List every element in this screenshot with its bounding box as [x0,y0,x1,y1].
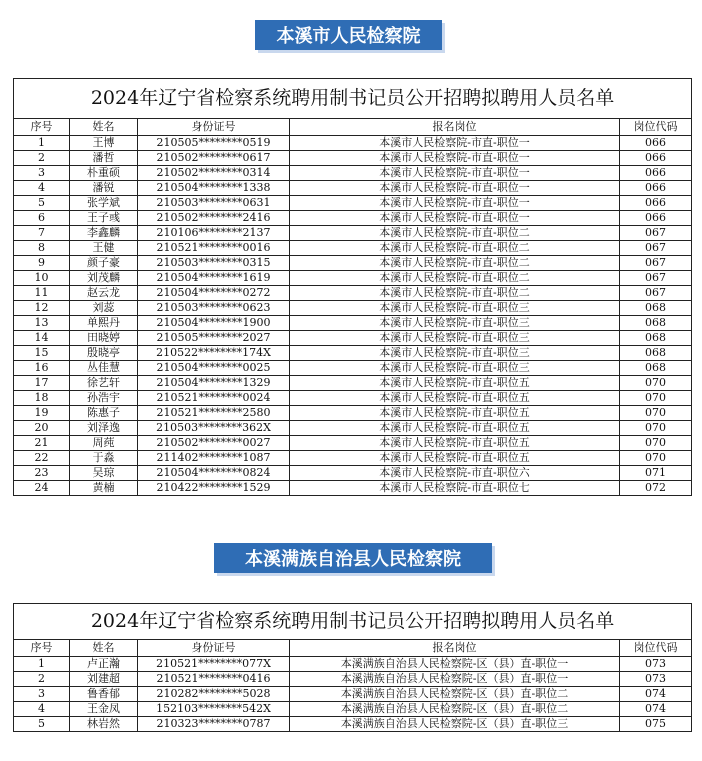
table-row [14,346,692,361]
cell-position: 本溪市人民检察院-市直-职位七 [290,481,620,496]
cell-position-code: 070 [620,436,692,451]
table-row [14,256,692,271]
table-row [14,196,692,211]
cell-id-number: 210502********2416 [138,211,290,226]
cell-id-number: 210503********0315 [138,256,290,271]
cell-serial: 17 [14,376,70,391]
table-row [14,136,692,151]
hiring-list-table-1 [13,78,692,496]
cell-id-number: 210503********0631 [138,196,290,211]
cell-position-code: 075 [620,717,692,732]
cell-position-code: 073 [620,657,692,672]
cell-position: 本溪市人民检察院-市直-职位五 [290,376,620,391]
cell-id-number: 210505********0519 [138,136,290,151]
table-row [14,391,692,406]
cell-id-number: 210422********1529 [138,481,290,496]
cell-name: 潘哲 [70,151,138,166]
cell-id-number: 210503********0623 [138,301,290,316]
cell-position: 本溪市人民检察院-市直-职位二 [290,256,620,271]
cell-id-number: 210504********1900 [138,316,290,331]
cell-position-code: 067 [620,226,692,241]
cell-name: 颜子豪 [70,256,138,271]
cell-serial: 4 [14,181,70,196]
header-id-number: 身份证号 [138,119,290,136]
cell-position-code: 073 [620,672,692,687]
cell-id-number: 210504********0824 [138,466,290,481]
cell-id-number: 210323********0787 [138,717,290,732]
table-row [14,211,692,226]
cell-position: 本溪市人民检察院-市直-职位一 [290,196,620,211]
table-row [14,181,692,196]
cell-position-code: 070 [620,421,692,436]
cell-id-number: 152103********542X [138,702,290,717]
cell-position: 本溪市人民检察院-市直-职位一 [290,181,620,196]
cell-id-number: 210106********2137 [138,226,290,241]
cell-position: 本溪市人民检察院-市直-职位一 [290,166,620,181]
cell-id-number: 211402********1087 [138,451,290,466]
cell-name: 张学斌 [70,196,138,211]
cell-position-code: 066 [620,166,692,181]
cell-position: 本溪市人民检察院-市直-职位一 [290,211,620,226]
table-1-body [14,79,692,496]
cell-position-code: 070 [620,391,692,406]
cell-id-number: 210522********174X [138,346,290,361]
cell-position-code: 074 [620,702,692,717]
cell-position: 本溪市人民检察院-市直-职位三 [290,301,620,316]
cell-position: 本溪满族自治县人民检察院-区（县）直-职位一 [290,657,620,672]
cell-position-code: 067 [620,271,692,286]
cell-serial: 18 [14,391,70,406]
cell-name: 卢正瀚 [70,657,138,672]
cell-name: 于淼 [70,451,138,466]
cell-position-code: 068 [620,346,692,361]
cell-position: 本溪市人民检察院-市直-职位三 [290,316,620,331]
cell-name: 吴琼 [70,466,138,481]
table-row [14,406,692,421]
section1-banner: 本溪市人民检察院 [255,20,442,50]
cell-name: 鲁香郁 [70,687,138,702]
cell-name: 田晓婷 [70,331,138,346]
cell-position: 本溪满族自治县人民检察院-区（县）直-职位二 [290,702,620,717]
cell-position: 本溪市人民检察院-市直-职位三 [290,331,620,346]
cell-serial: 1 [14,657,70,672]
cell-position-code: 070 [620,451,692,466]
cell-position: 本溪市人民检察院-市直-职位一 [290,136,620,151]
cell-position: 本溪市人民检察院-市直-职位五 [290,391,620,406]
cell-serial: 5 [14,196,70,211]
cell-serial: 13 [14,316,70,331]
table-row [14,657,692,672]
cell-name: 刘茂麟 [70,271,138,286]
header-position-code: 岗位代码 [620,119,692,136]
cell-id-number: 210504********0025 [138,361,290,376]
cell-id-number: 210504********1329 [138,376,290,391]
table-row [14,151,692,166]
header-serial: 序号 [14,119,70,136]
cell-name: 赵云龙 [70,286,138,301]
cell-name: 刘建超 [70,672,138,687]
cell-position: 本溪满族自治县人民检察院-区（县）直-职位一 [290,672,620,687]
cell-name: 周莼 [70,436,138,451]
cell-id-number: 210502********0027 [138,436,290,451]
cell-id-number: 210502********0617 [138,151,290,166]
cell-position: 本溪市人民检察院-市直-职位五 [290,406,620,421]
cell-id-number: 210282********5028 [138,687,290,702]
table-row [14,672,692,687]
cell-id-number: 210502********0314 [138,166,290,181]
table-row [14,286,692,301]
table-title: 2024年辽宁省检察系统聘用制书记员公开招聘拟聘用人员名单 [14,604,692,640]
cell-name: 王健 [70,241,138,256]
table-row [14,702,692,717]
cell-name: 林岩然 [70,717,138,732]
cell-name: 朴重硕 [70,166,138,181]
cell-position-code: 068 [620,301,692,316]
cell-position-code: 070 [620,376,692,391]
cell-serial: 2 [14,151,70,166]
cell-name: 丛佳慧 [70,361,138,376]
cell-name: 李鑫麟 [70,226,138,241]
cell-position-code: 068 [620,361,692,376]
table-row [14,301,692,316]
cell-id-number: 210521********0016 [138,241,290,256]
cell-position-code: 070 [620,406,692,421]
cell-position-code: 066 [620,211,692,226]
cell-position: 本溪市人民检察院-市直-职位二 [290,271,620,286]
cell-id-number: 210503********362X [138,421,290,436]
cell-position-code: 067 [620,256,692,271]
cell-serial: 8 [14,241,70,256]
table-row [14,331,692,346]
table-row [14,241,692,256]
cell-id-number: 210521********0416 [138,672,290,687]
cell-serial: 21 [14,436,70,451]
cell-id-number: 210504********1619 [138,271,290,286]
cell-id-number: 210504********1338 [138,181,290,196]
cell-serial: 6 [14,211,70,226]
table-row [14,316,692,331]
cell-position: 本溪市人民检察院-市直-职位六 [290,466,620,481]
table-row [14,687,692,702]
header-position-code: 岗位代码 [620,640,692,657]
cell-position-code: 072 [620,481,692,496]
cell-serial: 5 [14,717,70,732]
cell-position: 本溪市人民检察院-市直-职位三 [290,346,620,361]
hiring-list-table-2 [13,603,692,732]
cell-position: 本溪满族自治县人民检察院-区（县）直-职位三 [290,717,620,732]
cell-serial: 3 [14,687,70,702]
cell-id-number: 210521********0024 [138,391,290,406]
table-row [14,451,692,466]
header-id-number: 身份证号 [138,640,290,657]
table-row [14,717,692,732]
cell-name: 孙浩宇 [70,391,138,406]
cell-name: 王金凤 [70,702,138,717]
cell-position-code: 071 [620,466,692,481]
cell-name: 殷晓亭 [70,346,138,361]
cell-position-code: 068 [620,316,692,331]
cell-name: 刘蕊 [70,301,138,316]
cell-id-number: 210521********2580 [138,406,290,421]
cell-position: 本溪市人民检察院-市直-职位三 [290,361,620,376]
cell-name: 陈惠子 [70,406,138,421]
table-row [14,481,692,496]
cell-name: 王博 [70,136,138,151]
cell-position-code: 066 [620,136,692,151]
cell-position: 本溪满族自治县人民检察院-区（县）直-职位二 [290,687,620,702]
cell-position-code: 067 [620,241,692,256]
cell-serial: 19 [14,406,70,421]
cell-position: 本溪市人民检察院-市直-职位五 [290,451,620,466]
cell-serial: 24 [14,481,70,496]
cell-position-code: 066 [620,181,692,196]
cell-position-code: 068 [620,331,692,346]
cell-serial: 16 [14,361,70,376]
cell-serial: 3 [14,166,70,181]
cell-name: 王子彧 [70,211,138,226]
cell-serial: 14 [14,331,70,346]
cell-position: 本溪市人民检察院-市直-职位一 [290,151,620,166]
header-serial: 序号 [14,640,70,657]
cell-serial: 7 [14,226,70,241]
cell-position: 本溪市人民检察院-市直-职位二 [290,286,620,301]
header-position: 报名岗位 [290,119,620,136]
cell-position: 本溪市人民检察院-市直-职位二 [290,241,620,256]
cell-serial: 22 [14,451,70,466]
cell-position-code: 066 [620,196,692,211]
table-row [14,376,692,391]
cell-serial: 23 [14,466,70,481]
cell-position-code: 074 [620,687,692,702]
table-row [14,436,692,451]
cell-serial: 1 [14,136,70,151]
table-row [14,421,692,436]
cell-position: 本溪市人民检察院-市直-职位二 [290,226,620,241]
cell-position: 本溪市人民检察院-市直-职位五 [290,436,620,451]
cell-name: 徐艺轩 [70,376,138,391]
cell-serial: 12 [14,301,70,316]
cell-serial: 10 [14,271,70,286]
header-name: 姓名 [70,119,138,136]
table-row [14,226,692,241]
cell-id-number: 210504********0272 [138,286,290,301]
cell-position: 本溪市人民检察院-市直-职位五 [290,421,620,436]
table-row [14,361,692,376]
cell-id-number: 210505********2027 [138,331,290,346]
cell-serial: 15 [14,346,70,361]
cell-id-number: 210521********077X [138,657,290,672]
cell-serial: 9 [14,256,70,271]
cell-serial: 20 [14,421,70,436]
cell-serial: 4 [14,702,70,717]
header-position: 报名岗位 [290,640,620,657]
cell-name: 黄楠 [70,481,138,496]
table-row [14,166,692,181]
header-name: 姓名 [70,640,138,657]
cell-position-code: 066 [620,151,692,166]
table-row [14,271,692,286]
table-title: 2024年辽宁省检察系统聘用制书记员公开招聘拟聘用人员名单 [14,79,692,119]
table-row [14,466,692,481]
section2-banner: 本溪满族自治县人民检察院 [214,543,492,573]
cell-name: 潘锐 [70,181,138,196]
cell-name: 刘泽逸 [70,421,138,436]
cell-serial: 2 [14,672,70,687]
cell-position-code: 067 [620,286,692,301]
cell-serial: 11 [14,286,70,301]
table-2-body [14,604,692,732]
cell-name: 单熙丹 [70,316,138,331]
